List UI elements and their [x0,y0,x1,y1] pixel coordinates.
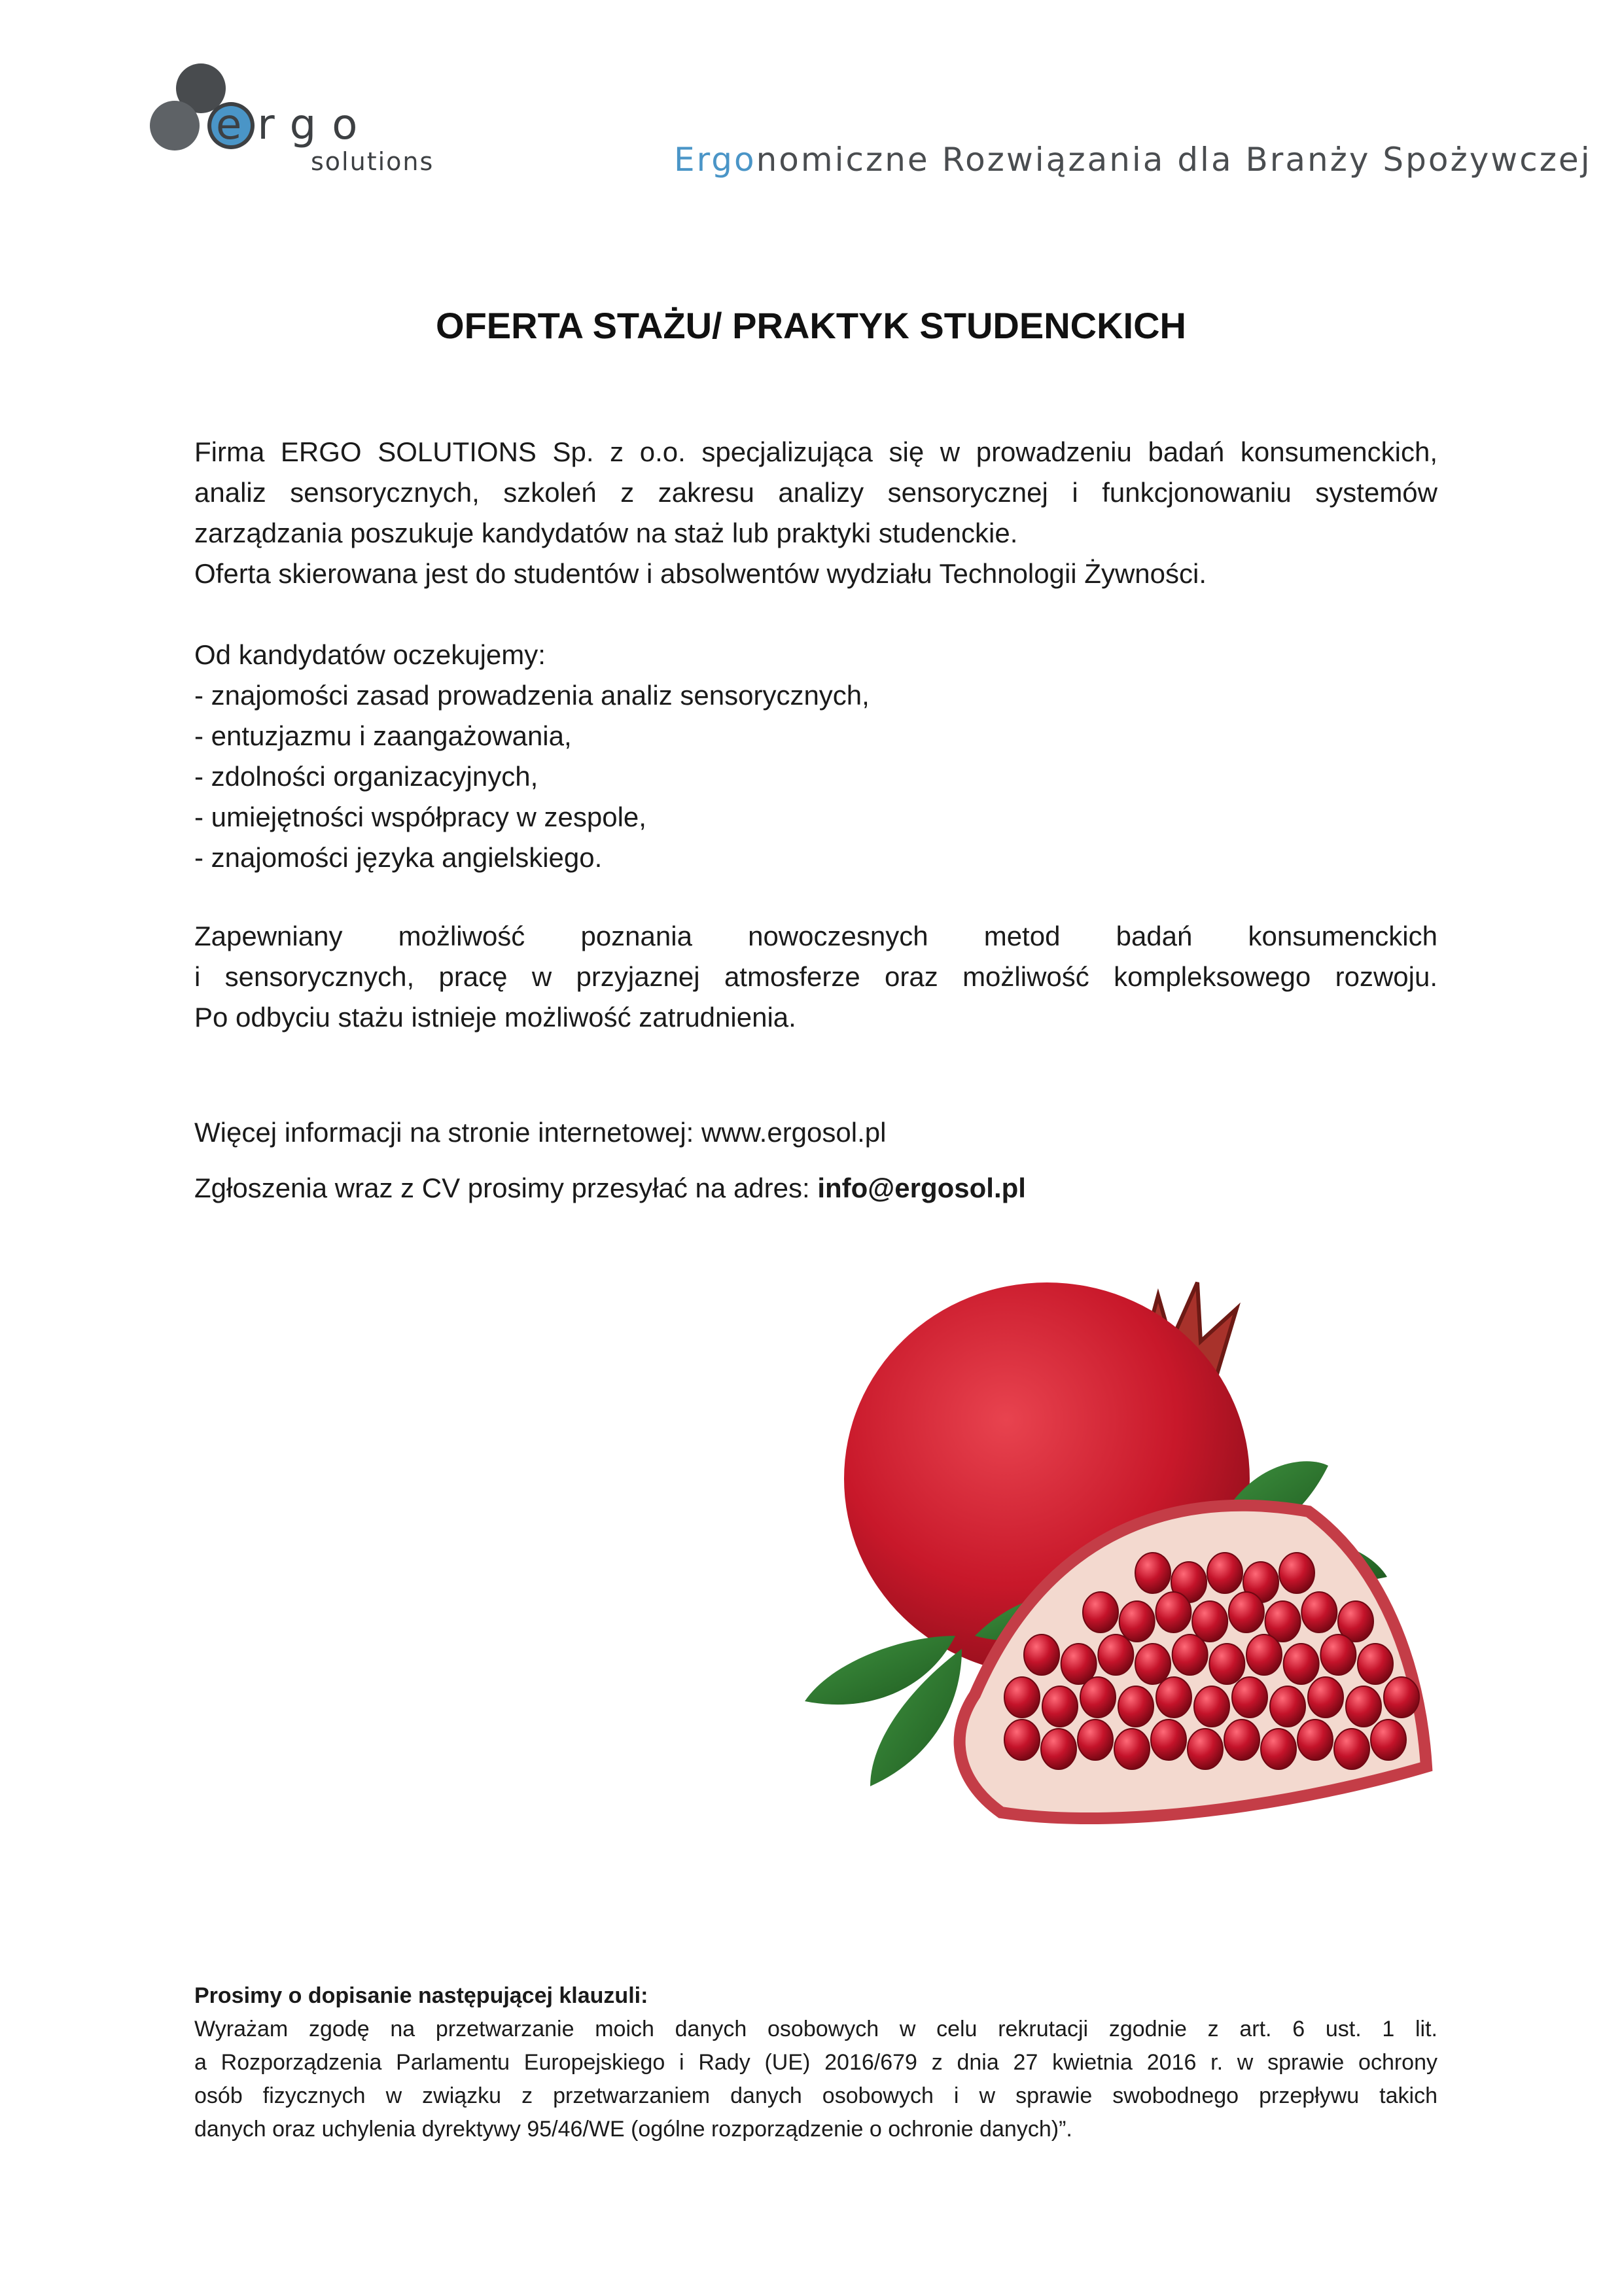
intro-paragraph [194,432,1437,594]
ergo-solutions-logo [147,52,461,183]
aril [1041,1729,1076,1769]
pomegranate-icon [739,1269,1472,1898]
aril [1384,1677,1419,1718]
aril [1188,1729,1223,1769]
intro-line: analiz sensorycznych, szkoleń z zakresu analizy sensorycznej i funkcjonowaniu systemów [194,477,1437,508]
offer-line: i sensorycznych, pracę w przyjaznej atmosferze oraz możliwość kompleksowego rozwoju. [194,961,1437,992]
clause-line: a Rozporządzenia Parlamentu Europejskiego i Rady (UE) 2016/679 z dnia 27 kwietnia 2016 r. w sprawie ochrony [194,2050,1437,2075]
aril [1024,1634,1059,1675]
aril [1224,1720,1260,1760]
aril [1192,1601,1227,1642]
aril [1118,1686,1154,1727]
aril [1284,1644,1319,1684]
offer-paragraph [194,916,1437,1038]
intro-line: Oferta skierowana jest do studentów i absolwentów wydziału Technologii Żywności. [194,558,1207,589]
aril [1301,1592,1337,1633]
intro-line: zarządzania poszukuje kandydatów na staż lub praktyki studenckie. [194,518,1018,548]
aril [1346,1686,1381,1727]
page-title: OFERTA STAŻU/ PRAKTYK STUDENCKICH [436,305,1186,346]
aril [1246,1634,1282,1675]
aril [1207,1553,1243,1593]
clause-line: osób fizycznych w związku z przetwarzaniem danych osobowych i w sprawie swobodnego przepływu takich [194,2083,1437,2108]
list-item: - entuzjazmu i zaangażowania, [194,720,572,751]
website-info: Więcej informacji na stronie internetowej: www.ergosol.pl [194,1117,887,1148]
aril [1004,1720,1040,1760]
aril [1120,1601,1155,1642]
requirements-heading: Od kandydatów oczekujemy: [194,639,546,670]
aril [1229,1592,1264,1633]
aril [1371,1720,1406,1760]
aril [1004,1677,1040,1718]
logo-circle-left [150,101,200,150]
aril [1297,1720,1333,1760]
aril [1042,1686,1078,1727]
aril [1270,1686,1305,1727]
header-tagline [674,141,1592,179]
aril [1334,1729,1369,1769]
intro-line: Firma ERGO SOLUTIONS Sp. z o.o. specjalizująca się w prowadzeniu badań konsumenckich, [194,436,1437,467]
email-info-text: Zgłoszenia wraz z CV prosimy przesyłać na adres: [194,1173,818,1203]
aril [1114,1729,1150,1769]
aril [1080,1677,1116,1718]
aril [1320,1634,1356,1675]
offer-line: Po odbyciu stażu istnieje możliwość zatrudnienia. [194,1002,796,1033]
aril [1098,1634,1133,1675]
list-item: - znajomości języka angielskiego. [194,842,603,873]
aril [1358,1644,1393,1684]
aril [1155,1592,1191,1633]
clause-line: Wyrażam zgodę na przetwarzanie moich danych osobowych w celu rekrutacji zgodnie z art. 6 ust. 1 lit. [194,2017,1437,2041]
clause-line: danych oraz uchylenia dyrektywy 95/46/WE (ogólne rozporządzenie o ochronie danych)”. [194,2117,1072,2142]
aril [1308,1677,1343,1718]
tagline-accent: Ergo [674,141,756,179]
aril [1232,1677,1267,1718]
aril [1083,1592,1118,1633]
aril [1209,1644,1244,1684]
aril [1172,1634,1208,1675]
list-item: - zdolności organizacyjnych, [194,761,538,792]
aril [1135,1553,1171,1593]
logo-word-main: ergo [216,101,374,149]
consent-clause [194,1979,1437,2146]
email-address[interactable]: info@ergosol.pl [817,1173,1026,1203]
logo-word-sub: solutions [311,147,434,176]
aril [1279,1553,1314,1593]
list-item: - umiejętności współpracy w zespole, [194,802,646,832]
requirements-section [194,635,1437,878]
offer-line: Zapewniany możliwość poznania nowoczesnych metod badań konsumenckich [194,921,1437,951]
aril [1078,1720,1113,1760]
aril [1156,1677,1191,1718]
aril [1261,1729,1296,1769]
aril [1151,1720,1186,1760]
email-info [194,1168,1437,1209]
aril [1135,1644,1171,1684]
tagline-rest: nomiczne Rozwiązania dla Branży Spożywczej [756,141,1592,179]
clause-title: Prosimy o dopisanie następującej klauzuli: [194,1983,648,2008]
list-item: - znajomości zasad prowadzenia analiz sensorycznych, [194,680,870,711]
aril [1194,1686,1229,1727]
